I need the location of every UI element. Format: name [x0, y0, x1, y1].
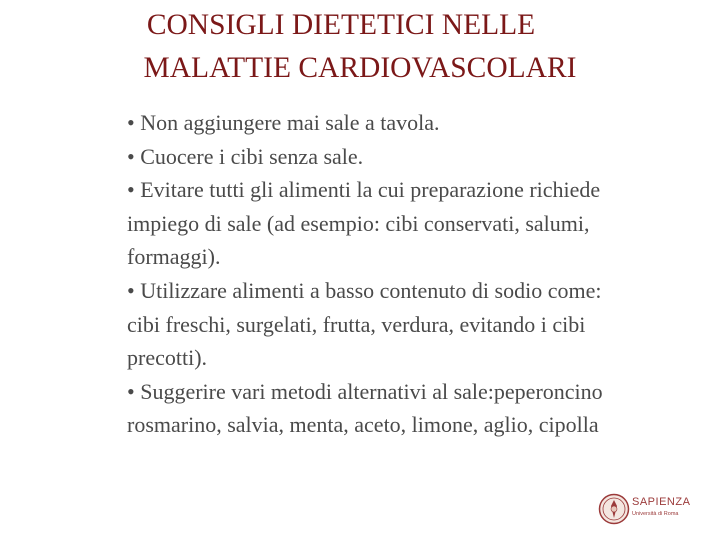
seal-icon [598, 491, 630, 527]
bullet-line: impiego di sale (ad esempio: cibi conservati, salumi, [127, 210, 590, 236]
bullet-line: formaggi). [127, 244, 221, 270]
bullet-line: • Evitare tutti gli alimenti la cui preparazione richiede [127, 177, 601, 203]
bullet-list [127, 106, 720, 442]
slide-title-line-1: CONSIGLI DIETETICI NELLE [146, 9, 536, 41]
logo-name: SAPIENZA [632, 496, 691, 508]
slide-title [0, 4, 720, 90]
bullet-line: • Cuocere i cibi senza sale. [127, 143, 364, 169]
bullet-line: • Utilizzare alimenti a basso contenuto di sodio come: [127, 277, 602, 303]
bullet-line: rosmarino, salvia, menta, aceto, limone, aglio, cipolla [127, 412, 599, 438]
bullet-line: • Suggerire vari metodi alternativi al sale:peperoncino [127, 378, 603, 404]
university-logo [598, 491, 698, 527]
slide-title-line-2: MALATTIE CARDIOVASCOLARI [143, 52, 577, 84]
bullet-line: precotti). [127, 345, 208, 371]
logo-subtitle: Università di Roma [632, 511, 679, 517]
bullet-line: • Non aggiungere mai sale a tavola. [127, 110, 440, 135]
bullet-line: cibi freschi, surgelati, frutta, verdura, evitando i cibi [127, 311, 586, 337]
